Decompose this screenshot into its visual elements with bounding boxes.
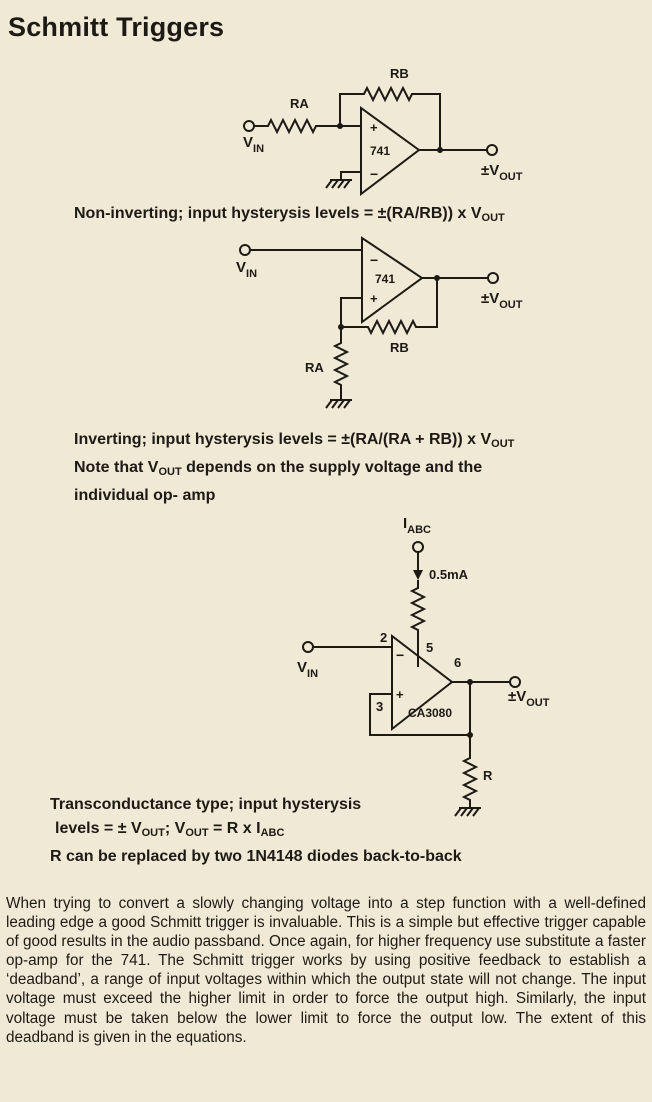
ra-resistor [335,327,347,400]
caption-inverting-line-1: Inverting; input hysterysis levels = ±(RA/(RA + RB)) x $V_{OUT}$ [74,431,515,450]
plus-label: + [370,291,378,306]
opamp-label: CA3080 [408,706,453,720]
circuit-non-inverting [243,66,523,194]
pin-2-label: 2 [380,630,388,645]
vin-terminal [244,121,254,131]
pin-5-label: 5 [426,640,434,655]
minus-label: − [396,647,405,663]
vin-label: $V_{IN}$ [236,259,258,280]
current-arrow-icon [413,570,423,580]
vout-terminal [510,677,520,687]
r-label: R [483,768,493,783]
ra-resistor [254,120,361,132]
caption-transconductance-line-3: R can be replaced by two 1N4148 diodes back-to-back [50,848,462,865]
pin-6-label: 6 [454,655,462,670]
vin-label: $V_{IN}$ [297,659,319,680]
plus-label: + [370,120,378,135]
opamp-label: 741 [375,272,396,286]
caption-inverting-line-3: individual op- amp [74,487,216,504]
ground-symbol [326,400,352,408]
vin-terminal [240,245,250,255]
vin-label: $V_{IN}$ [243,134,265,155]
vin-terminal [303,642,313,652]
vout-label: $\pm V_{OUT}$ [481,290,523,311]
caption-transconductance-line-1: Transconductance type; input hysterysis [50,796,362,813]
caption-non-inverting: Non-inverting; input hysterysis levels = ±(RA/RB)) x $V_{OUT}$ [74,205,505,224]
plus-label: + [396,687,404,702]
page-title: Schmitt Triggers [8,12,225,42]
vout-label: $\pm V_{OUT}$ [508,688,550,709]
caption-inverting-line-2: Note that $V_{OUT}$ depends on the supply voltage and the [74,459,483,478]
minus-label: − [370,252,379,268]
r-resistor [464,682,476,808]
pin-3-label: 3 [376,699,384,714]
ra-label: RA [290,96,309,111]
rb-resistor [341,278,437,333]
ground-symbol [326,172,361,188]
iabc-terminal [413,542,423,552]
caption-inverting [74,428,514,508]
rb-label: RB [390,340,409,355]
iabc-label: $I_{ABC}$ [403,515,432,536]
caption-transconductance [50,793,462,869]
rb-resistor [340,88,440,150]
minus-label: − [370,166,379,182]
ra-label: RA [305,360,324,375]
vout-label: $\pm V_{OUT}$ [481,162,523,183]
rb-label: RB [390,66,409,81]
body-paragraph: When trying to convert a slowly changing voltage into a step function with a well-defined leading edge a good Schmitt trigger is invaluable. This is a simple but effective trigger capable of good results in the audio passband. Once again, for higher frequency use substitute a faster op-amp for the 741. The Schmitt trigger works by using positive feedback to establish a ‘deadband’, a range of input voltages within which the output state will not change. The input voltage must exceed the higher limit in order to force the output high. Similarly, the input voltage must be taken below the lower limit to force the output low. The extent of this deadband is given in the equations. [6,895,646,1046]
opamp-label: 741 [370,144,391,158]
vout-terminal [488,273,498,283]
caption-transconductance-line-2: levels = ± $V_{OUT}$; $V_{OUT} = R$ x $I_{ABC}$ [55,820,285,839]
circuit-inverting [236,238,523,408]
vout-terminal [487,145,497,155]
circuit-transconductance [297,515,550,816]
current-label: 0.5mA [429,567,469,582]
